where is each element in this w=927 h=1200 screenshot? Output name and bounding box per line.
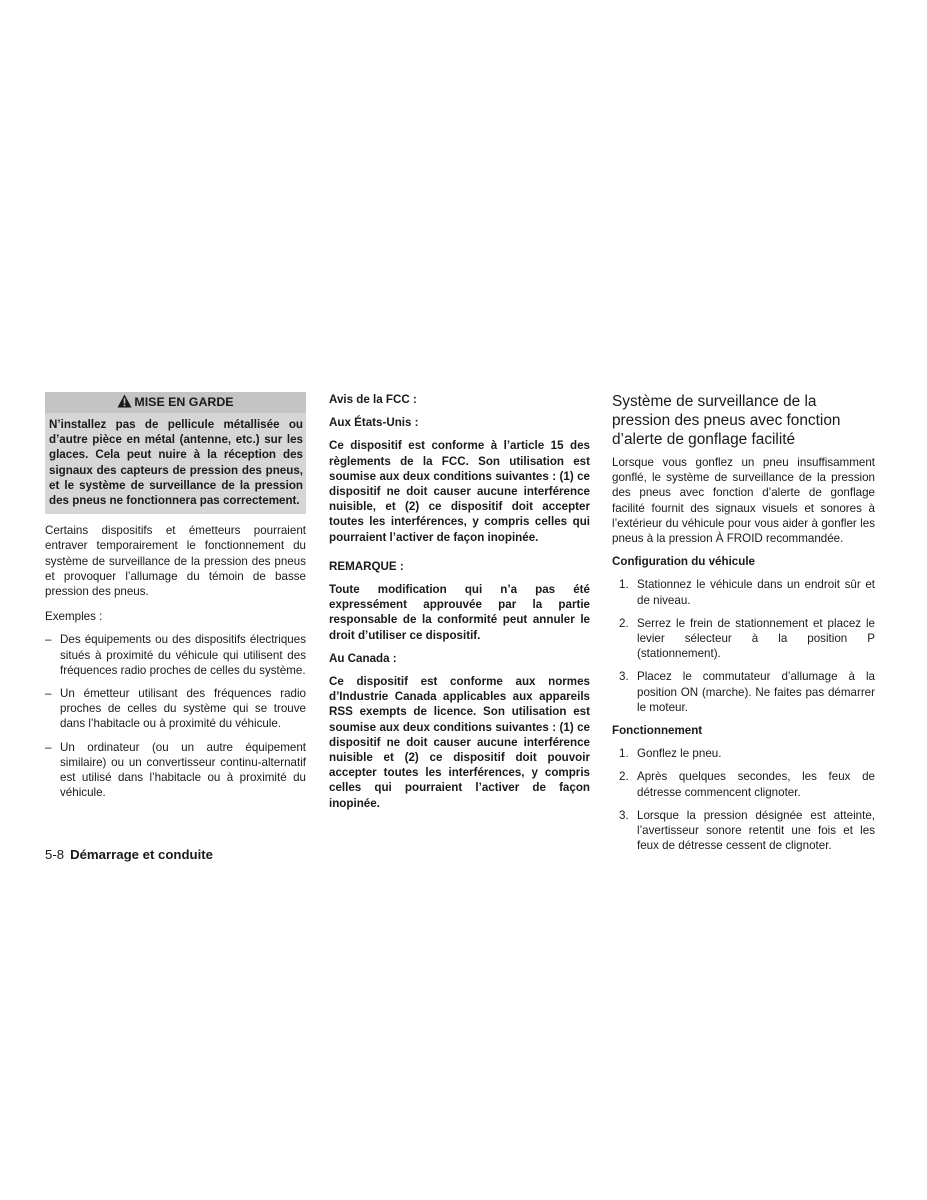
config-steps [612,577,875,715]
right-column [612,392,875,853]
warning-text: N’installez pas de pellicule métallisée ou d’autre pièce en métal (antenne, etc.) sur les glaces. Cela peut nuire à la réception des signaux des capteurs de pression des pneus, et le système de surveillance de la pression des pneus ne fonctionnera pas correctement. [49,418,303,508]
list-item: 3. Lorsque la pression désignée est atteinte, l’avertisseur sonore retentit une fois et les feux de détresse cessent de clignoter. [619,808,875,853]
us-title: Aux États-Unis : [329,416,419,430]
list-item: 2. Après quelques secondes, les feux de détresse commencent clignoter. [619,770,875,799]
warning-triangle-icon [117,394,132,415]
note-text: Toute modification qui n’a pas été expressément approuvée par la partie responsable de la conformité peut annuler le droit d’utiliser ce dispositif. [329,583,590,642]
list-item: 1. Gonflez le pneu. [619,747,722,761]
list-item: – Des équipements ou des dispositifs électriques situés à proximité du véhicule qui utilisent des fréquences radio proches de celles du système. [45,633,306,677]
chapter-title: Démarrage et conduite [70,847,213,862]
warning-box [45,392,306,514]
page-footer [45,846,213,864]
list-item: – Un ordinateur (ou un autre équipement similaire) ou un convertisseur continu-alternatif est utilisé dans l’habitacle ou à proximité du véhicule. [45,740,306,800]
us-text: Ce dispositif est conforme à l’article 15 des règlements de la FCC. Son utilisation est soumise aux deux conditions suivantes : (1) ce dispositif ne doit causer aucune interférence nuisible, et (2) ce dispositif doit accepter toutes les interférences, y compris celles qui pourraient l’activer de façon inopinée. [329,439,590,544]
page-number: 5-8 [45,847,65,862]
canada-title: Au Canada : [329,651,397,665]
warning-header [45,392,306,413]
list-item: – Un émetteur utilisant des fréquences radio proches de celles du système qui se trouve dans l’habitacle ou à proximité du véhicule. [45,687,306,731]
operation-steps [612,746,875,853]
list-item: 1. Stationnez le véhicule dans un endroit sûr et de niveau. [619,578,875,607]
note-title: REMARQUE : [329,559,404,573]
section-heading: Système de surveillance de la pression des pneus avec fonction d’alerte de gonflage facilité [612,393,841,448]
examples-list [45,632,306,800]
middle-column [329,392,590,811]
list-item: 2. Serrez le frein de stationnement et placez le levier sélecteur à la position P (stationnement). [619,616,875,661]
warning-title: MISE EN GARDE [134,395,234,409]
config-title: Configuration du véhicule [612,555,755,569]
fcc-title: Avis de la FCC : [329,393,417,406]
left-column [45,392,306,800]
intro-paragraph: Lorsque vous gonflez un pneu insuffisamment gonflé, le système de surveillance de la pression des pneus avec fonction d’alerte de gonflage facilité fournit des signaux visuels et sonores à l’extérieur du véhicule pour vous aider à gonfler les pneus à la pression À FROID recommandée. [612,456,875,546]
operation-title: Fonctionnement [612,724,703,738]
interference-paragraph: Certains dispositifs et émetteurs pourraient entraver temporairement le fonctionnement du système de surveillance de la pression des pneus et provoquer l’allumage du témoin de basse pression des pneus. [45,524,306,599]
examples-label: Exemples : [45,610,103,624]
list-item: 3. Placez le commutateur d’allumage à la position ON (marche). Ne faites pas démarrer le moteur. [619,670,875,714]
canada-text: Ce dispositif est conforme aux normes d’Industrie Canada applicables aux appareils RSS exempts de licence. Son utilisation est soumise aux deux conditions suivantes : (1) ce dispositif ne doit causer aucune interférence nuisible et (2) ce dispositif doit pouvoir accepter toutes les interférences, y compris celles qui pourraient l’activer de façon inopinée. [329,675,590,810]
